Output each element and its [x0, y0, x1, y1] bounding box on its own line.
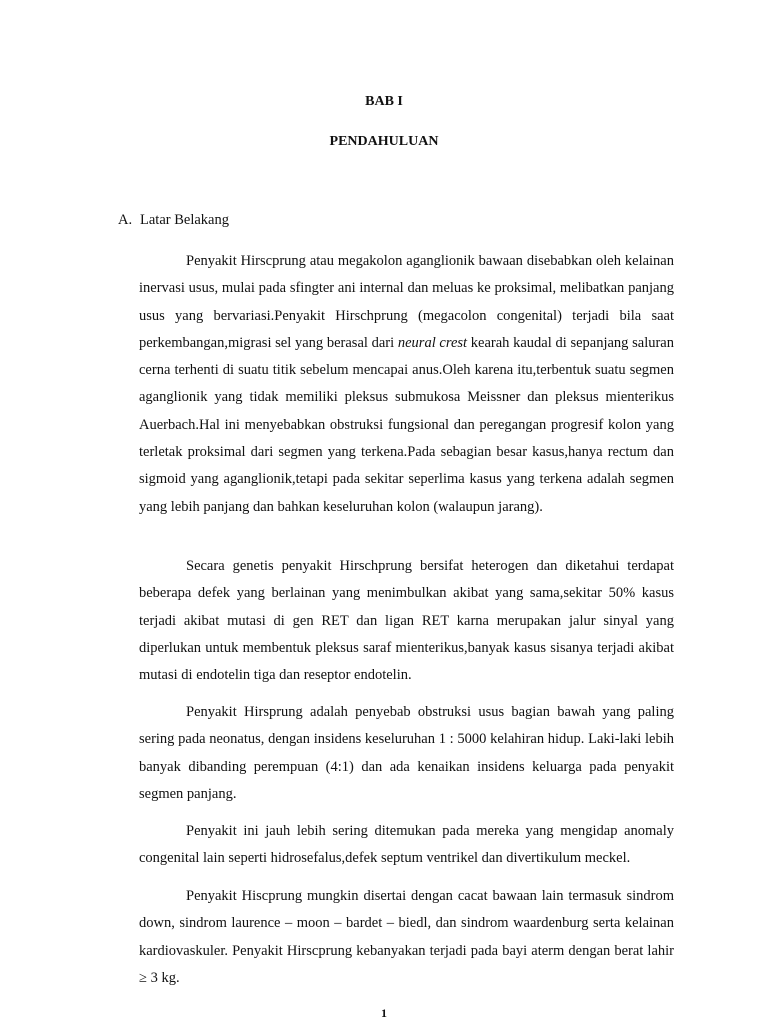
paragraph-5: Penyakit Hiscprung mungkin disertai dengan cacat bawaan lain termasuk sindrom down, sindrom laurence – moon – bardet – biedl, dan sindrom waardenburg serta kelainan kardiovaskuler. Penyakit Hirscprung kebanyakan terjadi pada bayi aterm dengan berat lahir ≥ 3 kg.: [139, 888, 674, 986]
section-heading: [118, 211, 229, 229]
paragraph-1-text-end: kearah kaudal di sepanjang saluran cerna terhenti di suatu titik sebelum mencapai anus.Oleh karena itu,terbentuk suatu segmen aganglionik yang tidak memiliki pleksus submukosa Meissner dan pleksus mienterikus Auerbach.Hal ini menyebabkan obstruksi fungsional dan peregangan progresif kolon yang terletak proksimal dari segmen yang terkena.Pada sebagian besar kasus,hanya rectum dan sigmoid yang aganglionik,tetapi pada sekitar seperlima kasus yang terkena adalah segmen yang lebih panjang dan bahkan keseluruhan kolon (walaupun jarang).: [139, 334, 674, 515]
chapter-number: BAB I: [365, 94, 403, 109]
paragraph-4: Penyakit ini jauh lebih sering ditemukan pada mereka yang mengidap anomaly congenital lain seperti hidrosefalus,defek septum ventrikel dan divertikulum meckel.: [139, 823, 674, 867]
section-title: Latar Belakang: [140, 212, 229, 228]
chapter-title: PENDAHULUAN: [329, 134, 439, 149]
page-number: 1: [381, 1006, 387, 1020]
paragraph-3: Penyakit Hirsprung adalah penyebab obstruksi usus bagian bawah yang paling sering pada neonatus, dengan insidens keseluruhan 1 : 5000 kelahiran hidup. Laki-laki lebih banyak dibanding perempuan (4:1) dan ada kenaikan insidens keluarga pada penyakit segmen panjang.: [139, 704, 674, 802]
paragraph-1-italic-term: neural crest: [397, 334, 468, 351]
paragraph-2: Secara genetis penyakit Hirschprung bersifat heterogen dan diketahui terdapat beberapa defek yang berlainan yang menimbulkan akibat yang sama,sekitar 50% kasus terjadi akibat mutasi di gen RET dan ligan RET karna merupakan jalur sinyal yang diperlukan untuk membentuk pleksus saraf mienterikus,banyak kasus sisanya terjadi akibat mutasi di endotelin tiga dan reseptor endotelin.: [139, 558, 674, 684]
paragraph-1: [139, 248, 674, 521]
section-marker: A.: [118, 212, 133, 228]
paragraph-1-text-start: Penyakit Hirscprung atau megakolon aganglionik bawaan disebabkan oleh kelainan inervasi usus, mulai pada sfingter ani internal dan meluas ke proksimal, melibatkan panjang usus yang bervariasi.Penyakit Hirschprung (megacolon congenital) terjadi bila saat perkembangan,migrasi sel yang berasal dari: [139, 253, 674, 351]
